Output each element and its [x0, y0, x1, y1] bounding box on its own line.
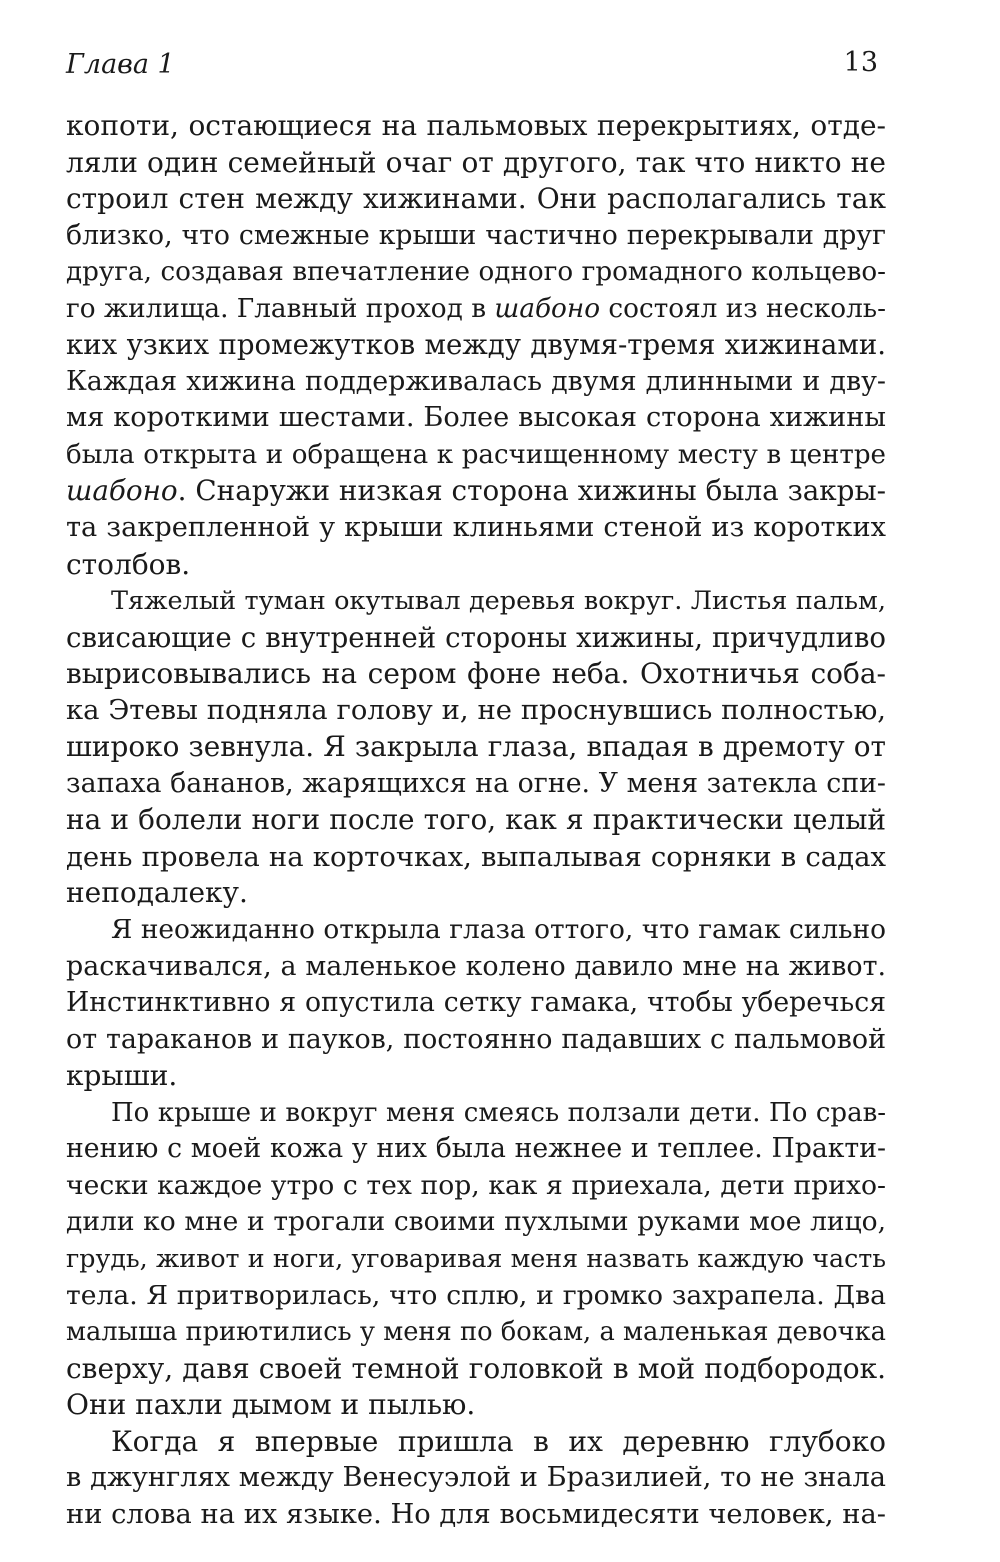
text-line: сверху, давя своей темной головкой в мой подбородок. [66, 1351, 886, 1385]
text-line: Инстинктивно я опустила сетку гамака, чтобы уберечься [66, 987, 886, 1019]
text-line: тела. Я притворилась, что сплю, и громко захрапела. Два [66, 1279, 886, 1311]
text-line: шабоно. Снаружи низкая сторона хижины была закры- [66, 474, 886, 508]
running-head [66, 48, 882, 88]
text-line: близко, что смежные крыши частично перекрывали друг [66, 219, 886, 251]
text-line: Тяжелый туман окутывал деревья вокруг. Листья пальм, [111, 586, 886, 617]
text-line: та закрепленной у крыши клиньями стеной из коротких [66, 512, 886, 544]
text-line: Каждая хижина поддерживалась двумя длинными и дву- [66, 365, 886, 397]
italic-term: шабоно [494, 293, 601, 324]
text-line: вырисовывались на сером фоне неба. Охотничья соба- [66, 657, 886, 691]
text-line: нению с моей кожа у них была нежнее и теплее. Практи- [66, 1133, 886, 1165]
text-line: ка Этевы подняла голову и, не проснувшись полностью, [66, 694, 886, 726]
text-line: крыши. [66, 1059, 178, 1093]
text-line: ни слова на их языке. Но для восьмидесяти человек, на- [66, 1498, 886, 1530]
text-line: чески каждое утро с тех пор, как я приехала, дети прихо- [66, 1169, 886, 1201]
text-line: дили ко мне и трогали своими пухлыми руками мое лицо, [66, 1206, 886, 1238]
chapter-label: Глава 1 [66, 49, 175, 80]
text-line: свисающие с внутренней стороны хижины, причудливо [66, 620, 886, 654]
text-line: По крыше и вокруг меня смеясь ползали дети. По срав- [111, 1097, 886, 1128]
text-line: столбов. [66, 547, 191, 581]
text-line: мя короткими шестами. Более высокая сторона хижины [66, 402, 886, 434]
paragraph [66, 1095, 886, 1424]
paragraph [66, 912, 886, 1095]
text-line: неподалеку. [66, 876, 248, 910]
text-line: на и болели ноги после того, как я практически целый [66, 803, 886, 837]
text-line: ких узких промежутков между двумя-тремя хижинами. [66, 328, 886, 362]
text-line: в джунглях между Венесуэлой и Бразилией, то не знала [66, 1462, 886, 1494]
italic-term: шабоно [66, 474, 178, 508]
text-line: широко зевнула. Я закрыла глаза, впадая в дремоту от [66, 730, 886, 764]
text-line: строил стен между хижинами. Они располагались так [66, 182, 886, 216]
text-line: копоти, остающиеся на пальмовых перекрытиях, отде- [66, 109, 886, 142]
paragraph [66, 1424, 886, 1534]
text-line: запаха бананов, жарящихся на огне. У меня затекла спи- [66, 767, 886, 799]
text-line: ляли один семейный очаг от другого, так что никто не [66, 145, 886, 179]
text-line: день провела на корточках, выпалывая сорняки в садах [66, 840, 886, 873]
text-line: раскачивался, а маленькое колено давило мне на живот. [66, 950, 886, 982]
text-line: го жилища. Главный проход в шабоно состоял из несколь- [66, 293, 887, 324]
body-text [66, 108, 886, 1533]
text-line: от тараканов и пауков, постоянно падавших с пальмовой [66, 1023, 886, 1055]
paragraph [66, 108, 886, 583]
paragraph [66, 583, 886, 912]
text-line: Я неожиданно открыла глаза оттого, что гамак сильно [111, 914, 886, 946]
text-line: Когда я впервые пришла в их деревню глубоко [111, 1424, 886, 1458]
text-line: была открыта и обращена к расчищенному месту в центре [66, 439, 886, 470]
text-line: Они пахли дымом и пылью. [66, 1388, 476, 1422]
page-number: 13 [843, 47, 878, 78]
text-line: друга, создавая впечатление одного громадного кольцево- [66, 257, 886, 288]
text-line: малыша приютились у меня по бокам, а маленькая девочка [66, 1317, 886, 1348]
text-line: грудь, живот и ноги, уговаривая меня назвать каждую часть [66, 1243, 886, 1273]
